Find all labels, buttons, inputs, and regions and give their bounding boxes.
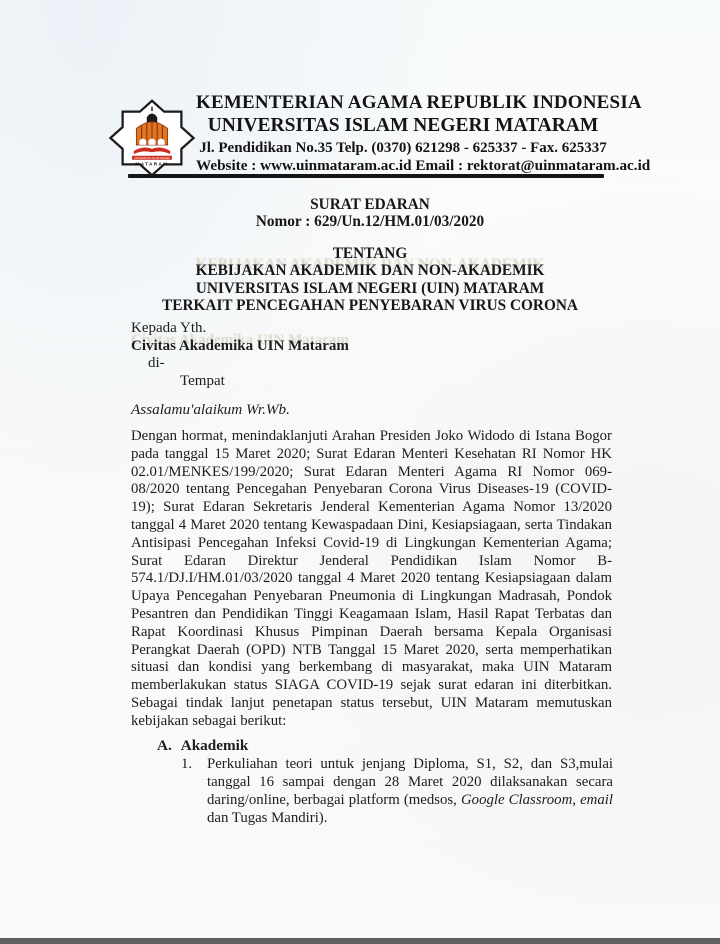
opening-paragraph: Dengan hormat, menindaklanjuti Arahan Presiden Joko Widodo di Istana Bogor pada tanggal 15 Maret 2020; Surat Edaran Menteri Kesehatan RI Nomor HK 02.01/MENKES/199/2020; Surat Edaran Menteri Agama RI Nomor 069-08/2020 tentang Pencegahan Penyebaran Corona Virus Diseases-19 (COVID-19); Surat Edaran Sekretaris Jenderal Kementerian Agama Nomor 13/2020 tanggal 4 Maret 2020 tentang Kewaspadaan Dini, Kesiapsiagaan, serta Tindakan Antisipasi Pencegahan Infeksi Covid-19 di Lingkungan Kementerian Agama; Surat Edaran Direktur Jenderal Pendidikan Islam Nomor B-574.1/DJ.I/HM.01/03/2020 tanggal 4 Maret 2020 tentang Kesiapsiagaan dalam Upaya Pencegahan Penyebaran Pneumonia di Lingkungan Madrasah, Pondok Pesantren dan Pendidikan Tinggi Keagamaan Islam, Hasil Rapat Terbatas dan Rapat Koordinasi Khusus Pimpinan Daerah bersama Kepala Organisasi Perangkat Daerah (OPD) NTB Tanggal 15 Maret 2020, serta memperhatikan situasi dan kondisi yang berkembang di masyarakat, maka UIN Mataram memberlakukan status SIAGA COVID-19 sejak surat edaran ini diterbitkan. Sebagai tindak lanjut penetapan status tersebut, UIN Mataram memutuskan kebijakan sebagai berikut:: [131, 428, 612, 729]
about-line-3: TERKAIT PENCEGAHAN PENYEBARAN VIRUS CORONA: [162, 297, 578, 315]
section-a-label: A.: [157, 737, 172, 754]
list-item: [181, 756, 613, 828]
islamic-greeting: Assalamu'alaikum Wr.Wb.: [131, 401, 290, 418]
letterhead-divider: [128, 174, 604, 178]
letterhead-address: Jl. Pendidikan No.35 Telp. (0370) 621298 - 625337 - Fax. 625337: [199, 140, 607, 156]
logo-dome-finial: [151, 107, 152, 111]
recipient-place: Tempat: [180, 372, 225, 389]
letterhead: [196, 92, 651, 174]
doc-number: Nomor : 629/Un.12/HM.01/03/2020: [255, 213, 485, 231]
section-a-title: Akademik: [180, 737, 249, 754]
item-text-segment: dan Tugas Mandiri).: [207, 809, 328, 826]
doc-type-title: SURAT EDARAN: [310, 196, 430, 213]
uin-mataram-logo-icon: [104, 99, 200, 177]
spacer: [130, 231, 610, 245]
about-line-2: UNIVERSITAS ISLAM NEGERI (UIN) MATARAM: [195, 279, 545, 297]
item-text-segment: Perkuliahan teori untuk jenjang Diploma, S1, S2, dan S3,mulai tanggal 16 sampai dengan 28 Maret 2020 dilaksanakan secara daring/online, berbagai platform (medsos,: [207, 756, 613, 808]
about-label: TENTANG: [332, 244, 408, 262]
section-a-heading: [157, 737, 248, 755]
uin-mataram-logo-svg: [104, 99, 200, 177]
letterhead-contact: Website : www.uinmataram.ac.id Email : rektorat@uinmataram.ac.id: [196, 157, 651, 174]
subject-block: [130, 196, 610, 314]
list-item-number: 1.: [181, 756, 193, 772]
about-line-1: KEBIJAKAN AKADEMIK DAN NON-AKADEMIK: [195, 262, 545, 280]
recipient-at: di-: [148, 355, 165, 372]
recipient-salutation: Kepada Yth.: [131, 320, 207, 336]
logo-arch-windows: [139, 139, 164, 145]
item-text-segment-italic: email: [580, 791, 613, 808]
logo-band-text: UNIVERSITAS ISLAM NEGERI: [133, 156, 171, 160]
list-item-text: [207, 756, 613, 828]
recipient-block: [131, 320, 349, 390]
scan-edge-bar: [0, 938, 720, 944]
university-name: UNIVERSITAS ISLAM NEGERI MATARAM: [207, 115, 599, 136]
ministry-name: KEMENTERIAN AGAMA REPUBLIK INDONESIA: [196, 92, 642, 113]
logo-caption: MATARAM: [135, 161, 169, 167]
recipient-name: Civitas Akademika UIN Mataram: [131, 337, 349, 354]
item-text-segment-italic: Google Classroom: [461, 791, 573, 808]
item-text-segment: ,: [572, 791, 581, 808]
